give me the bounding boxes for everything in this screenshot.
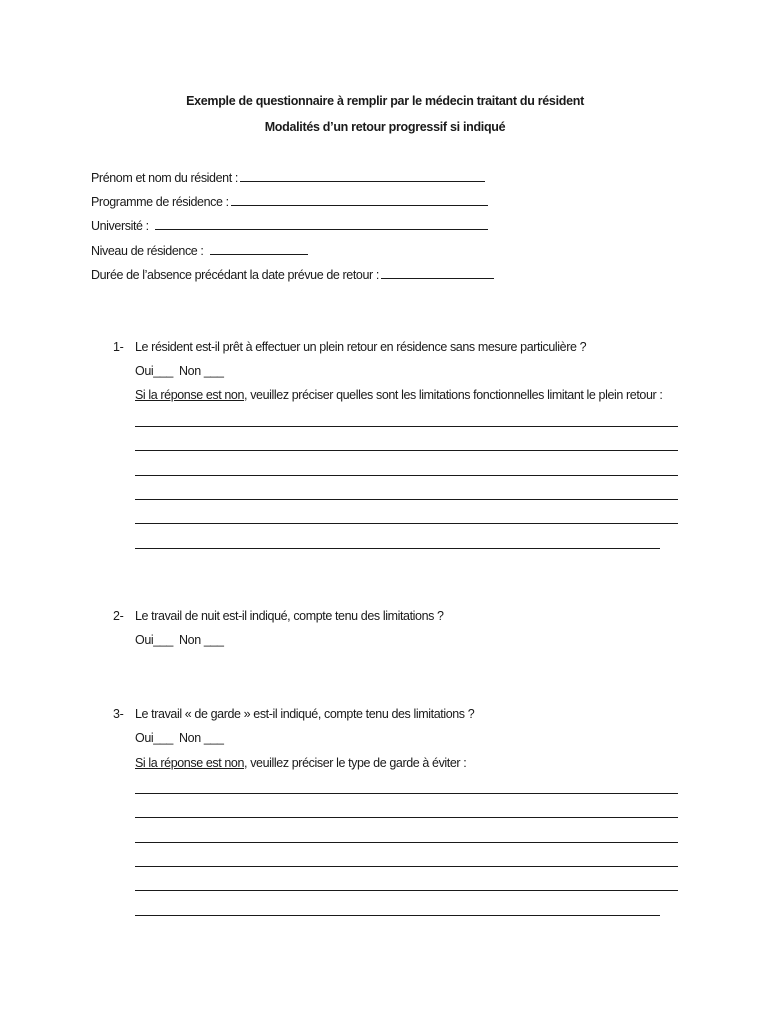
answer-line[interactable] <box>135 523 678 524</box>
question-3-followup <box>135 756 466 770</box>
answer-line[interactable] <box>135 450 678 451</box>
resident-name-blank[interactable] <box>240 168 485 182</box>
field-absence-duration <box>91 265 494 281</box>
followup-condition: Si la réponse est non <box>135 756 245 770</box>
document-subtitle: Modalités d’un retour progressif si indiqué <box>264 120 506 134</box>
followup-instruction: , veuillez préciser quelles sont les limitations fonctionnelles limitant le plein retour : <box>244 388 663 402</box>
field-resident-name <box>91 168 485 184</box>
answer-line[interactable] <box>135 866 678 867</box>
question-3-number: 3- <box>113 707 124 721</box>
answer-line[interactable] <box>135 793 678 794</box>
question-1-answers[interactable]: Oui___ Non ___ <box>135 364 224 378</box>
question-1-number: 1- <box>113 340 124 354</box>
document-title: Exemple de questionnaire à remplir par le médecin traitant du résident <box>186 94 584 108</box>
question-1-text: Le résident est-il prêt à effectuer un plein retour en résidence sans mesure particulière ? <box>135 340 587 354</box>
question-2-text: Le travail de nuit est-il indiqué, compte tenu des limitations ? <box>135 609 444 623</box>
answer-line[interactable] <box>135 890 678 891</box>
absence-duration-blank[interactable] <box>381 265 494 279</box>
program-blank[interactable] <box>231 192 488 206</box>
field-label: Université : <box>91 219 149 233</box>
field-label: Niveau de résidence : <box>91 244 204 258</box>
university-blank[interactable] <box>155 216 488 230</box>
question-2-answers[interactable]: Oui___ Non ___ <box>135 633 224 647</box>
answer-line[interactable] <box>135 817 678 818</box>
question-3-answers[interactable]: Oui___ Non ___ <box>135 731 224 745</box>
answer-line[interactable] <box>135 548 660 549</box>
question-2-number: 2- <box>113 609 124 623</box>
field-label: Programme de résidence : <box>91 195 229 209</box>
answer-line[interactable] <box>135 499 678 500</box>
field-label: Durée de l’absence précédant la date prévue de retour : <box>91 268 379 282</box>
question-3-text: Le travail « de garde » est-il indiqué, compte tenu des limitations ? <box>135 707 475 721</box>
field-university <box>91 216 488 232</box>
question-1-followup <box>135 388 662 402</box>
field-level <box>91 241 308 257</box>
field-program <box>91 192 488 208</box>
followup-instruction: , veuillez préciser le type de garde à éviter : <box>244 756 467 770</box>
answer-line[interactable] <box>135 475 678 476</box>
level-blank[interactable] <box>210 241 308 255</box>
followup-condition: Si la réponse est non <box>135 388 245 402</box>
answer-line[interactable] <box>135 842 678 843</box>
answer-line[interactable] <box>135 915 660 916</box>
answer-line[interactable] <box>135 426 678 427</box>
field-label: Prénom et nom du résident : <box>91 171 238 185</box>
